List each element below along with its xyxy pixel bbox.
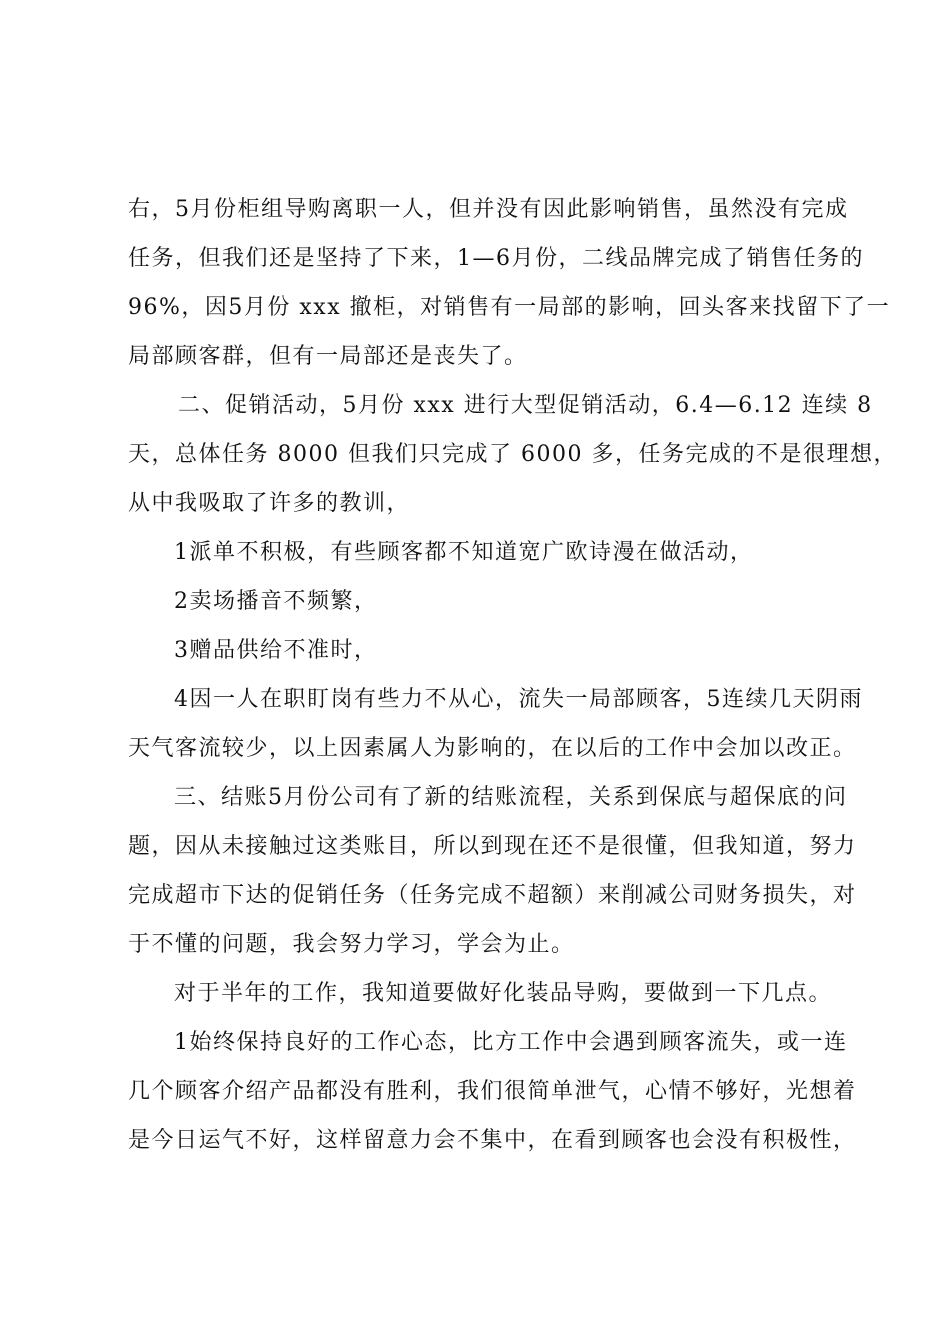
document-body bbox=[128, 185, 897, 1165]
text-line: 从中我吸取了许多的教训， bbox=[128, 491, 411, 516]
text-line: 1派单不积极，有些顾客都不知道宽广欧诗漫在做活动， bbox=[174, 540, 754, 565]
text-line: 3赠品供给不准时， bbox=[174, 638, 378, 663]
text-line: 对于半年的工作，我知道要做好化装品导购，要做到一下几点。 bbox=[174, 981, 833, 1006]
text-line: 天气客流较少，以上因素属人为影响的，在以后的工作中会加以改正。 bbox=[128, 736, 857, 761]
text-line: 右，5月份柜组导购离职一人，但并没有因此影响销售，虽然没有完成 bbox=[128, 197, 849, 222]
text-line: 局部顾客群，但有一局部还是丧失了。 bbox=[128, 344, 528, 369]
text-line: 于不懂的问题，我会努力学习，学会为止。 bbox=[128, 932, 575, 957]
text-line: 96%，因5月份 xxx 撤柜，对销售有一局部的影响，回头客来找留下了一 bbox=[128, 295, 891, 320]
text-line: 天，总体任务 8000 但我们只完成了 6000 多，任务完成的不是很理想， bbox=[128, 442, 897, 467]
text-line: 4因一人在职盯岗有些力不从心，流失一局部顾客，5连续几天阴雨 bbox=[174, 687, 863, 712]
text-line: 是今日运气不好，这样留意力会不集中，在看到顾客也会没有积极性， bbox=[128, 1128, 857, 1153]
text-line: 1始终保持良好的工作心态，比方工作中会遇到顾客流失，或一连 bbox=[174, 1030, 848, 1055]
text-line: 任务，但我们还是坚持了下来，1—6月份，二线品牌完成了销售任务的 bbox=[128, 246, 864, 271]
text-line: 完成超市下达的促销任务（任务完成不超额）来削减公司财务损失，对 bbox=[128, 883, 857, 908]
text-line: 二、促销活动，5月份 xxx 进行大型促销活动，6.4—6.12 连续 8 bbox=[178, 393, 873, 418]
text-line: 几个顾客介绍产品都没有胜利，我们很简单泄气，心情不够好，光想着 bbox=[128, 1079, 857, 1104]
text-line: 三、结账5月份公司有了新的结账流程，关系到保底与超保底的问 bbox=[174, 785, 848, 810]
text-line: 题，因从未接触过这类账目，所以到现在还不是很懂，但我知道，努力 bbox=[128, 834, 857, 859]
text-line: 2卖场播音不频繁， bbox=[174, 589, 378, 614]
